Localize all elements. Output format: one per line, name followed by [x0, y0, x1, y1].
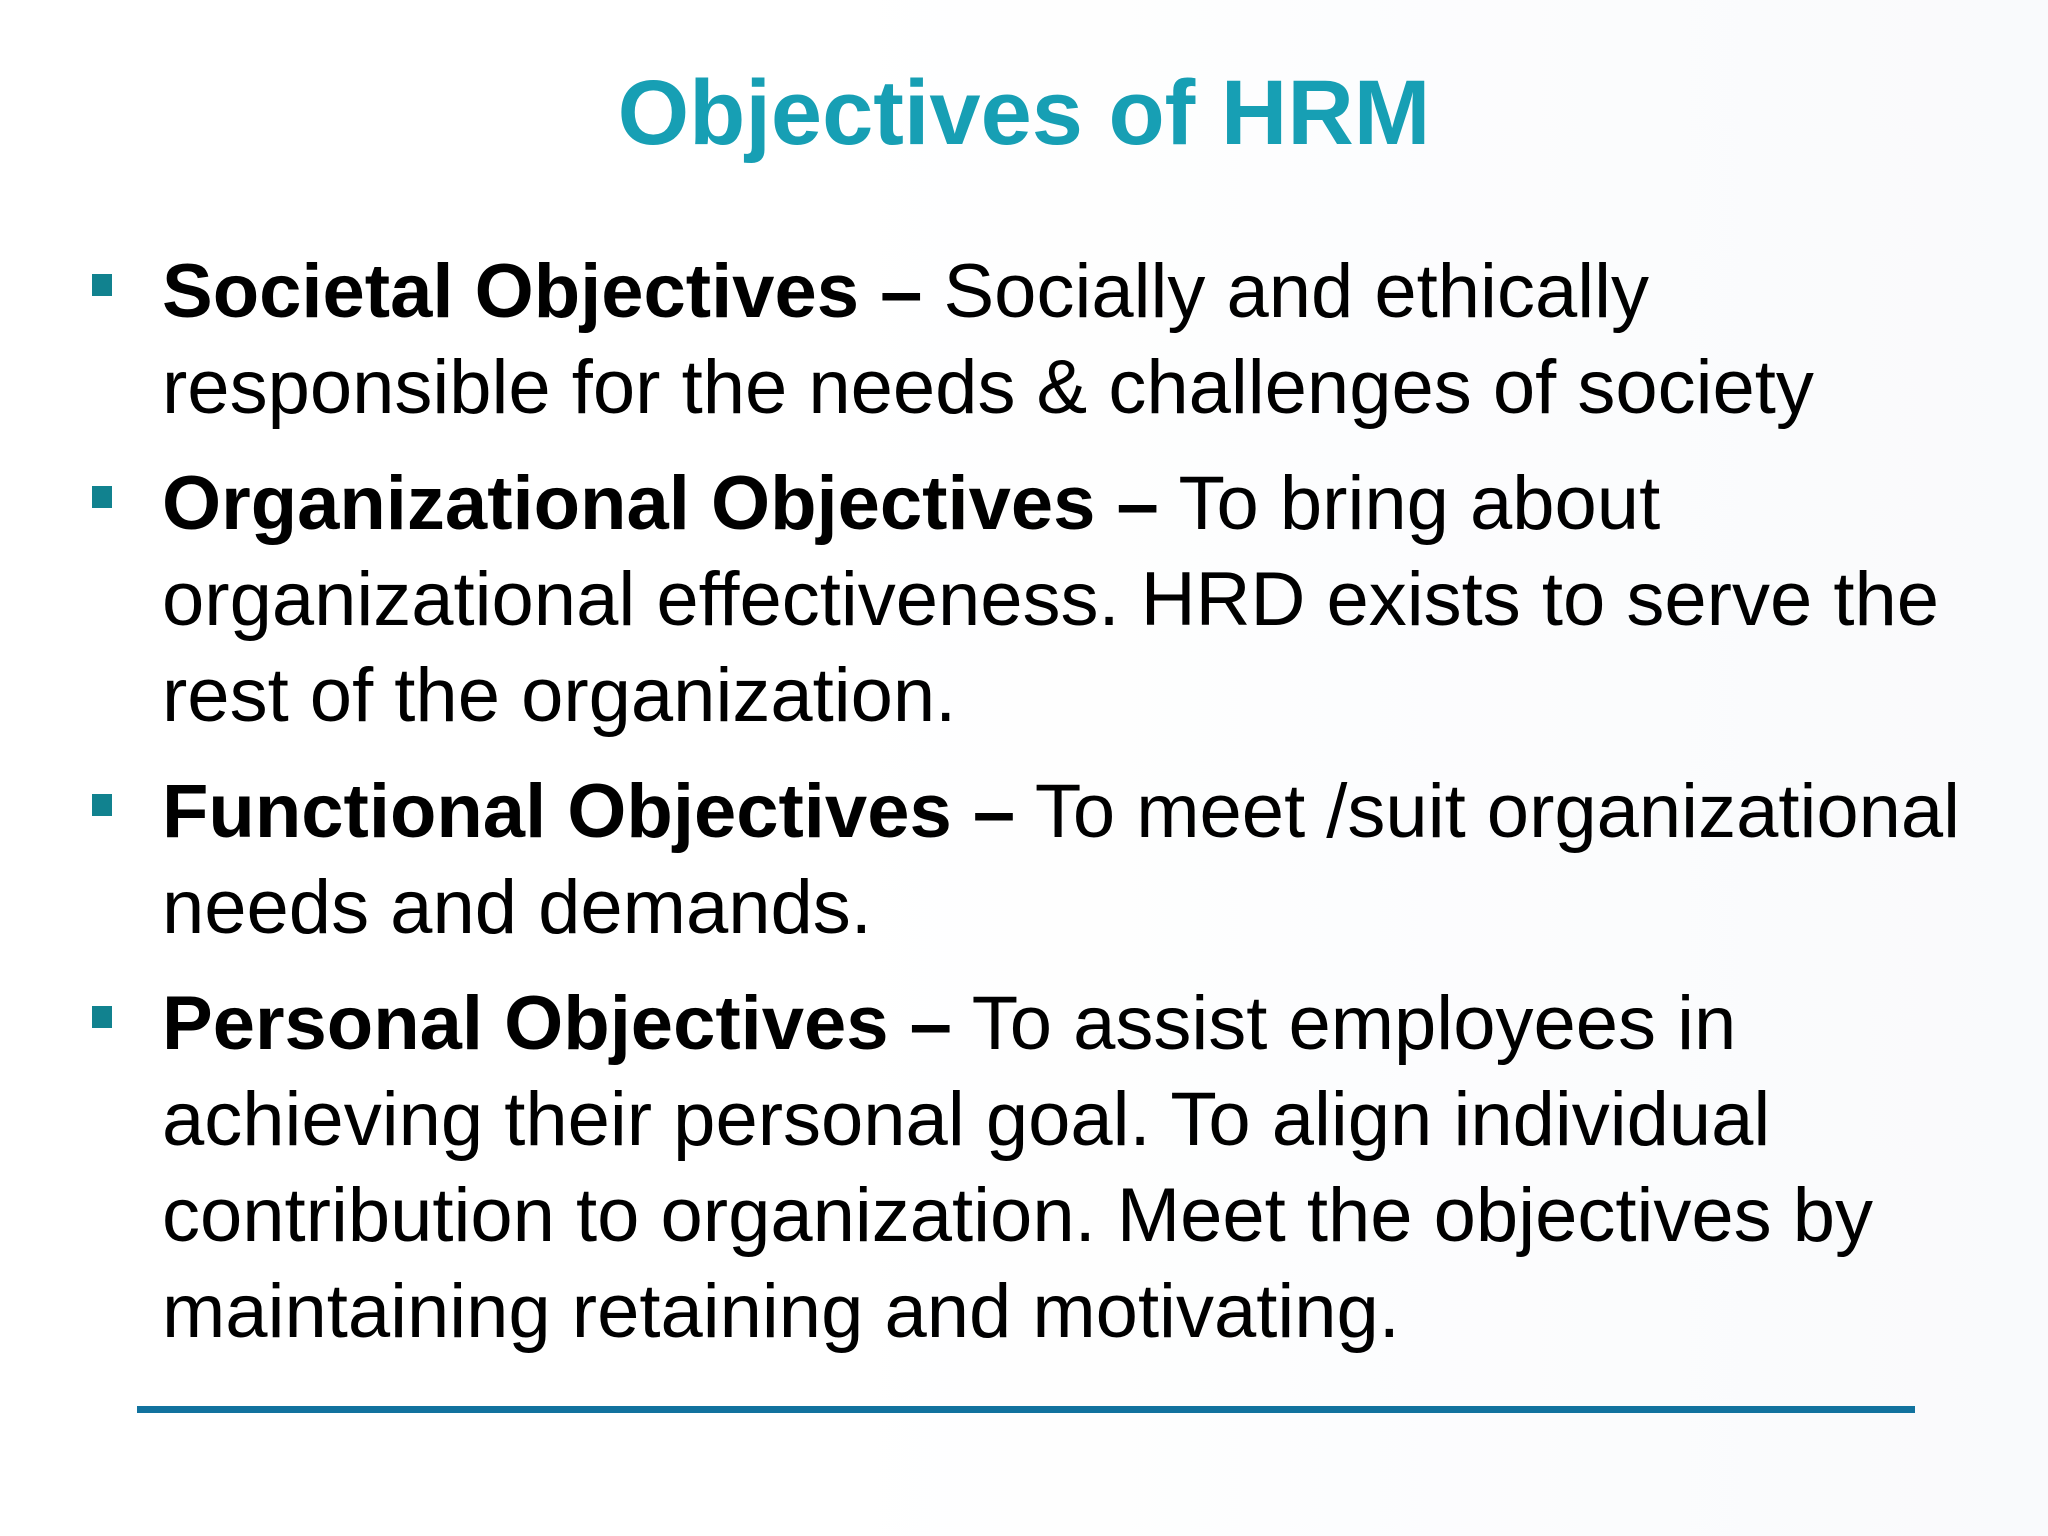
objectives-list [92, 244, 1972, 1380]
slide-title: Objectives of HRM [617, 62, 1431, 164]
square-bullet-icon [92, 794, 112, 816]
bullet-description: To bring about organizational effectiveness. HRD exists to serve the rest of the organization. [162, 461, 1940, 738]
list-item-functional [92, 764, 1972, 956]
bottom-divider [137, 1406, 1915, 1413]
list-item-organizational [92, 456, 1972, 744]
bullet-heading: Functional Objectives – [162, 769, 1016, 854]
bullet-description: To assist employees in achieving their personal goal. To align individual contribution to organization. Meet the objectives by maintaining retaining and motivating. [162, 981, 1874, 1354]
bullet-description: Socially and ethically responsible for the needs & challenges of society [162, 249, 1814, 430]
bullet-heading: Personal Objectives – [162, 981, 952, 1066]
square-bullet-icon [92, 486, 112, 508]
list-item-personal [92, 976, 1972, 1360]
square-bullet-icon [92, 274, 112, 296]
square-bullet-icon [92, 1006, 112, 1028]
bullet-heading: Organizational Objectives – [162, 461, 1159, 546]
list-item-societal [92, 244, 1972, 436]
bullet-description: To meet /suit organizational needs and demands. [162, 769, 1961, 950]
bullet-heading: Societal Objectives – [162, 249, 923, 334]
